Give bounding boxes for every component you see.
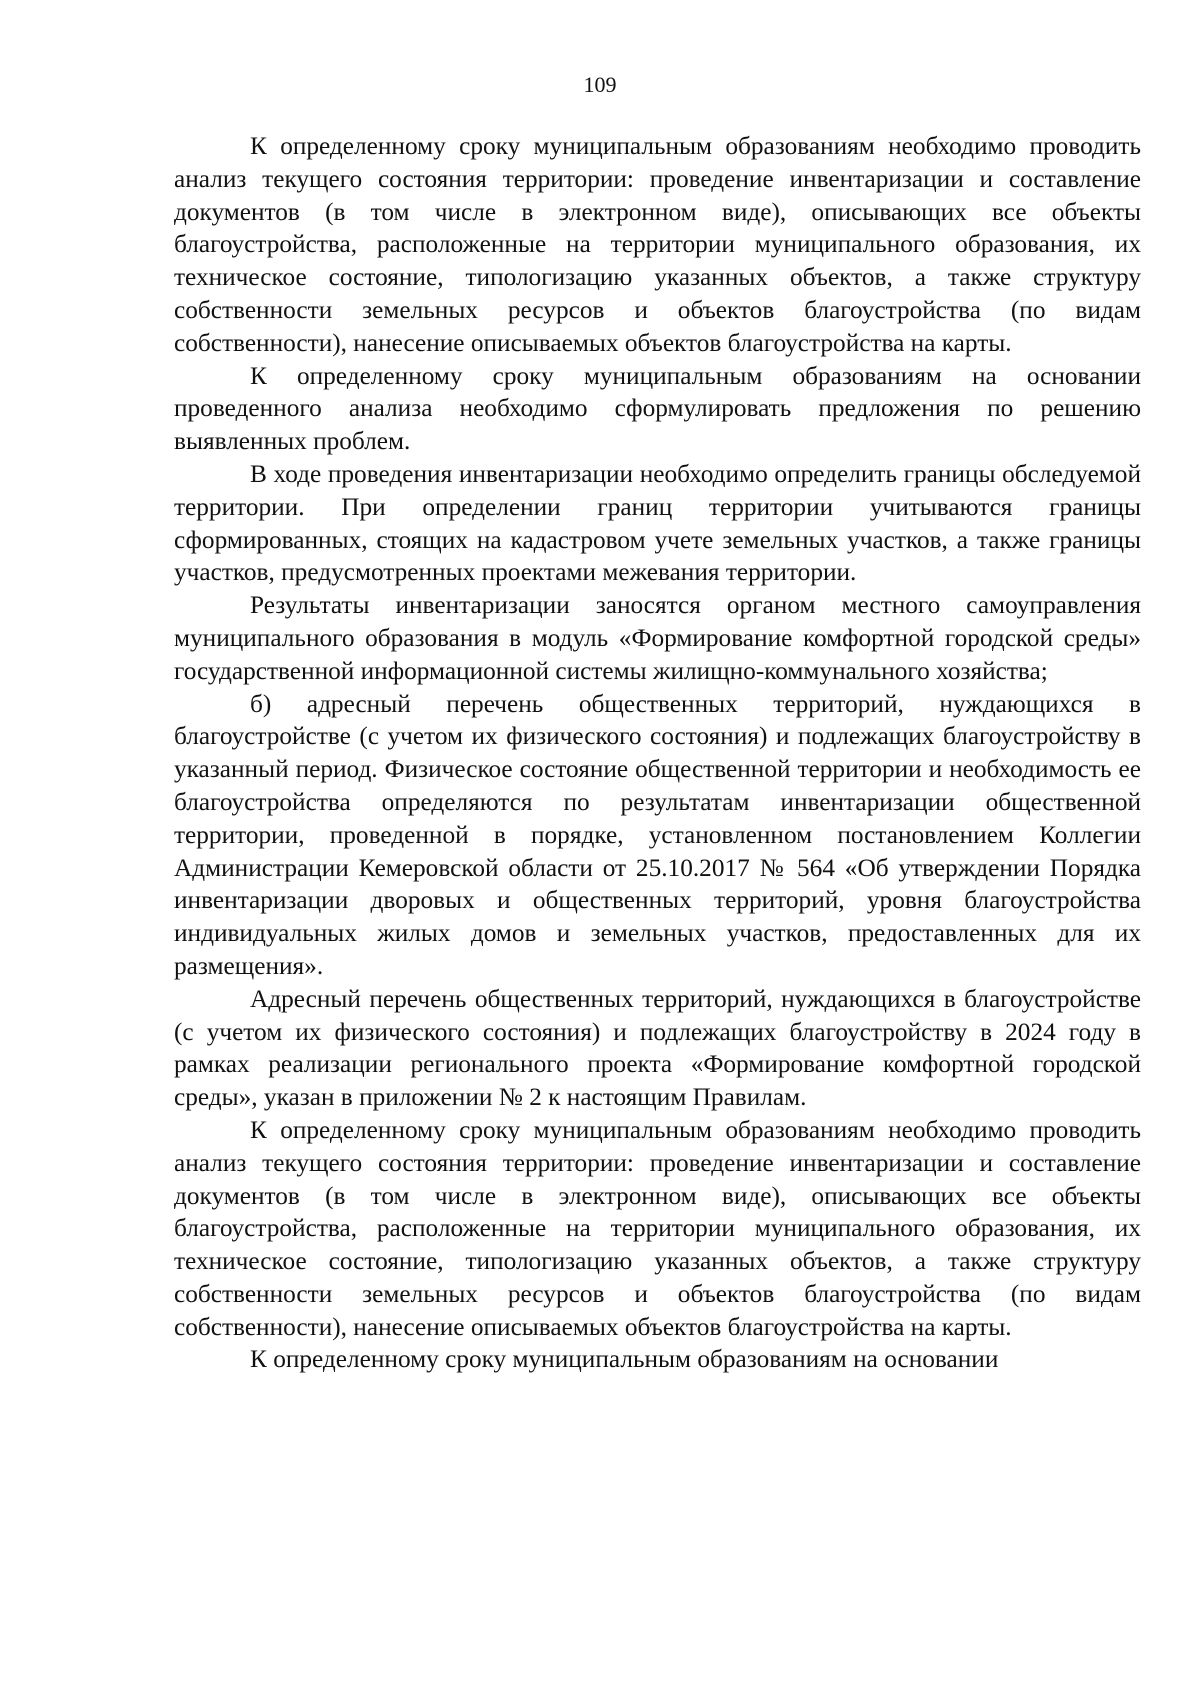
page-number: 109 [583,72,617,97]
paragraph-proposals: К определенному сроку муниципальным образованиям на основании проведенного анализа необходимо сформулировать предложения по решению выявленных проблем. [174,361,1141,456]
paragraph-inventory-analysis: К определенному сроку муниципальным образованиям необходимо проводить анализ текущего состояния территории: проведение инвентаризации и составление документов (в том числе в электронном виде), описывающих все объекты благоустройства, расположенные на территории муниципального образования, их техническое состояние, типологизацию указанных объектов, а также структуру собственности земельных ресурсов и объектов благоустройства (по видам собственности), нанесение описываемых объектов благоустройства на карты. [174,132,1141,357]
paragraph-address-list: б) адресный перечень общественных территорий, нуждающихся в благоустройстве (с учетом их физического состояния) и подлежащих благоустройству в указанный период. Физическое состояние общественной территории и необходимость ее благоустройства определяются по результатам инвентаризации общественной территории, проведенной в порядке, установленном постановлением Коллегии Администрации Кемеровской области от 25.10.2017 № 564 «Об утверждении Порядка инвентаризации дворовых и общественных территорий, уровня благоустройства индивидуальных жилых домов и земельных участков, предоставленных для их размещения». [174,689,1141,980]
paragraph-inventory-results: Результаты инвентаризации заносятся органом местного самоуправления муниципального образования в модуль «Формирование комфортной городской среды» государственной информационной системы жилищно-коммунального хозяйства; [174,591,1141,685]
paragraph-inventory-analysis-repeat: К определенному сроку муниципальным образованиям необходимо проводить анализ текущего состояния территории: проведение инвентаризации и составление документов (в том числе в электронном виде), описывающих все объекты благоустройства, расположенные на территории муниципального образования, их техническое состояние, типологизацию указанных объектов, а также структуру собственности земельных ресурсов и объектов благоустройства (по видам собственности), нанесение описываемых объектов благоустройства на карты. [174,1115,1141,1341]
paragraph-proposals-continued: К определенному сроку муниципальным образованиям на основании [250,1345,999,1374]
document-body [174,130,1141,1376]
paragraph-territory-boundaries: В ходе проведения инвентаризации необходимо определить границы обследуемой территории. При определении границ территории учитываются границы сформированных, стоящих на кадастровом учете земельных участков, а также границы участков, предусмотренных проектами межевания территории. [174,459,1141,587]
paragraph-address-list-2024: Адресный перечень общественных территорий, нуждающихся в благоустройстве (с учетом их физического состояния) и подлежащих благоустройству в 2024 году в рамках реализации регионального проекта «Формирование комфортной городской среды», указан в приложении № 2 к настоящим Правилам. [174,984,1141,1112]
